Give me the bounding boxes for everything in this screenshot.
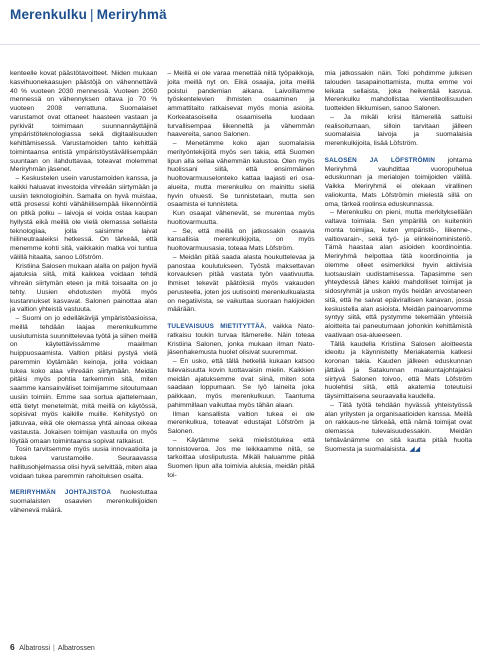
- paragraph-with-lead: [325, 157, 472, 210]
- paragraph: – Ja mikäli kriisi Itämerellä sattuisi realisoitumaan, silloin tarvitaan jälleen suomalaisia laivoja ja suomalaisia merenkulkijoita, lisää Löfström.: [324, 113, 472, 147]
- subsection-name: Meriryhmä: [96, 7, 167, 22]
- paragraph: Kun osaajat vähenevät, se murentaa myös huoltovarmuutta.: [167, 210, 315, 226]
- magazine-name: Albatrossi: [19, 645, 51, 652]
- paragraph: – Käytämme sekä mielistötukea että tonnistoveroa. Jos me leikkaamme niitä, se tarkoittaa ulosliputusta. Mikäli haluamme pitää Suomen lipun alla toimivia aluksia, meidän pitää toi-: [167, 436, 315, 479]
- paragraph-text: – Tätä työtä tehdään hyvässä yhteistyössä alan yritysten ja organisaatioiden kanssa. Meillä on rakkaus-ne tärkeää, että nämä toimijat ovat olemassa tulevaisuudessakin. Meidän tehtävänämme on sitä kautta pitää huolta Suomesta ja suomalaisista.: [324, 401, 472, 453]
- lead-in: TULEVAISUUS MIETITYTTÄÄ: [167, 323, 265, 330]
- paragraph: – Merenkulku on pieni, mutta merkityksellään valtava toimiala. Sen ympärillä on kuitenkin monta toimijaa, kuten ympäristö-, liikenne-, valtiovarain-, sekä työ- ja elinkeinoministeriö. Tämä haastaa alan asioiden koordinointia. Meriryhmä helpottaa tätä koordinointia ja olemme olleet esimerkiksi hyvin aktiivisia luotsauslain uudistamisessa. Tapasimme sen yhteydessä lähes kaikki mahdolliset toimijat ja sidosryhmät ja uskon myös heidän arvostaneen sitä, että he saivat epävirallisen kanavan, jossa keskustella alan asioista. Meidän painoarvomme syntyy siitä, että pystymme tekemään yhteisiä aloitteita tai paneutumaan johonkin kehittämistä vaativaan osa-alueeseen.: [324, 209, 472, 339]
- paragraph: Tosin tarvitsemme myös uusia innovaatioita ja tukea varustamoille. Seuraavassa hallitusohjelmassa olisi hyvä selvittää, miten alaa voidaan tukea paremmin rahoituksen osalta.: [10, 446, 158, 480]
- lead-in: SALOSEN JA LÖFSTRÖMIN: [324, 156, 436, 164]
- paragraph: Tällä kaudella Kristiina Salosen aloitteesta ideoitu ja käynnistetty Meriakatemia katkesi koronan takia. Kauden jälkeen eduskunnan jättävä ja Satakunnan maakuntajohtajaksi siirtyvä Salonen toivoo, että Mats Löfström huolehtisi siitä, että akatemia toteutuisi täysimittaisena seuraavalla kaudella.: [324, 340, 472, 400]
- paragraph: – Suomi on jo edelläkävijä ympäristöasioissa, meillä tehdään laajaa merenkulkumme uusiutumista suunnittelevaa työtä ja siihen meillä on käytettävissämme maailman huippuosaamista. Valtion pitäisi pystyä vielä paremmin löytämään keinoja, joilla voidaan tukea koko alaa vihreään siirtymään. Meidän pitäisi myös pohtia tarkemmin sitä, miten saamme kansainväliset toimijamme sitoutumaan uusiin toimiin. Emme saa sortua ajattelemaan, että tietyt menetelmät, mitä meillä on käytössä, sopisivat myös kaikille muille. Kehitystyö on jatkuvaa, eikä ole olemassa yhtä ainoaa oikeaa vastausta. Jokaisen toimijan vastuulla on myös löytää omaan toimintaansa sopivat ratkaisut.: [10, 315, 158, 445]
- paragraph-text: johtama Meriryhmä vauhdittaa vuoropuhelua eduskunnan ja merialojen toimijoiden välillä. Vaikka Meriryhmä ei olekaan virallinen valiokunta, Mats Löfströmin mielestä sillä on oma, tärkeä roolinsa eduskunnassa.: [324, 156, 472, 208]
- paragraph-text: huolestuttaa suomalaisten osaavien merenkulkijoiden vähenevä määrä.: [10, 489, 158, 514]
- paragraph-with-lead: [10, 489, 157, 515]
- paragraph: – En usko, että tällä hetkellä kukaan katsoo tulevaisuutta kovin luottavaisin mielin. Kaikkien meidän ajatuksemme ovat siinä, miten sota saadaan loppumaan. Se lyö laineita joka paikkaan, myös merenkulkuun. Taantuma pahimmillaan vaikuttaa myös tähän alaan.: [167, 358, 315, 409]
- paragraph: kenteelle kovat päästötavoitteet. Niiden mukaan kasvihuonekaasujen päästöjä on vähennettävä 40 % vuoteen 2030 mennessä. Vuoteen 2050 mennessä on vähennyksen oltava jo 70 % vuoteen 2008 verrattuna. Suomalaiset varustamot ovat ottaneet haasteen vastaan ja pyrkivät toimimaan suunnannäyttäjinä ympäristöteknologiassa sekä digitaalisuuden kehittämisessä. Varustamoiden tahto kehittää toimintaansa entistä ympäristöystävällisempään suuntaan on ilahduttavaa, toteavat molemmat Meriryhmän jäsenet.: [10, 70, 158, 174]
- paragraph-text: , vaikka Nato-ratkaisu toukin turvaa Itämerelle. Näin toteaa Kristiina Salonen, jonka mukaan ilman Nato-jäsenhakemusta huolet olisivat suuremmat.: [167, 323, 315, 357]
- paragraph: mia jatkossakin näin. Toki pohdimme julkisen talouden tasapainottamista, mutta emme voi leikata sellaista, joka heikentää kasvua. Merenkulku mahdollistaa vientiteollisuuden tuotteiden liikkumisen, sanoo Salonen.: [324, 70, 472, 112]
- paragraph: Kristiina Salosen mukaan alalla on paljon hyviä ajatuksia siitä, mitä kaikkea voidaan tehdä vihreän siirtymän eteen ja mitä toisaalta on jo tehty. Uusien ehdotusten myötä myös kustannukset kasvavat. Salonen painottaa alan ja valtion yhteistä vastuuta.: [10, 262, 158, 314]
- magazine-name-alt: Albatrossen: [57, 645, 95, 652]
- paragraph: – Meillä ei ole varaa menettää niitä työpaikkoja, joita meillä nyt on. Eikä osaajia, joita meillä poistui pandemian aikana. Laivoillamme työskentelevien ihmisten osaaminen ja ammattitaito ratkaisevat myös monia asioita. Korkeatasoisella osaamisella luodaan turvallisempaa liikennettä ja vähemmän haavereita, sanoo Salonen.: [167, 70, 315, 139]
- paragraph: – Keskustelen usein varustamoiden kanssa, ja kaikki haluavat investoida vihreään siirtymään ja uusiin teknologioihin. Samalla on hyvä muistaa, että prosessi kohti vähähiilisempää liikennöintiä on pitkä polku – laivoja ei voida ostaa kaupan hyllystä eikä meillä ole vielä olemassa sellaista teknologiaa, jolla saisimme laivat hiilineutraaleiksi hetkessä. On tärkeää, että menemme kohti sitä, vaikkakin matka voi tuntua välillä hitaalta, sanoo Löfström.: [10, 175, 158, 261]
- paragraph: – Meidän pitää saada alasta houkuttelevaa ja panostaa koulutukseen. Työstä maksettavan korvauksen pitää vastata työn vaativuutta. Ihmiset tekevät päätöksiä myös vakauden perusteella, joten jos uutisointi merenkulkualasta on negatiivista, se vaikuttaa suoraan hakijoiden määrään.: [167, 253, 315, 314]
- section-heading: [10, 7, 167, 22]
- article-body: [10, 70, 472, 630]
- section-separator: |: [90, 7, 94, 22]
- paragraph-with-end-mark: [325, 402, 472, 455]
- paragraph: – Menetämme koko ajan suomalaisia merityöntekijöitä myös sen takia, että Suomen lipun alla sellaa vähemmän kalustoa. Olen myös huolissani siitä, että ensimmäinen huoltovarmuuselonteko kattaa laajasti eri osa-alueita, mutta merenkulku on mainittu siellä hyvin ohuesti. Se tunnistetaan, mutta sen osaamista ei tunnisteta.: [167, 140, 315, 209]
- lead-in: MERIRYHMÄN JOHTAJISTOA: [10, 489, 112, 497]
- footer-separator: |: [53, 645, 55, 652]
- page-number: 6: [10, 642, 15, 652]
- paragraph: – Se, että meillä on jatkossakin osaavia kansallisia merenkulkijoita, on myös huoltovarmuusasia, toteaa Mats Löfström.: [167, 227, 315, 252]
- page-header: [0, 0, 480, 45]
- section-name: Merenkulku: [10, 7, 88, 22]
- column-1: [10, 70, 157, 630]
- paragraph-with-lead: [167, 323, 314, 358]
- page-footer: [10, 642, 95, 656]
- column-2: [167, 70, 314, 630]
- column-3: [325, 70, 472, 630]
- article-end-mark-icon: ◢◢: [409, 445, 421, 453]
- paragraph: Ilman kansallista valtion tukea ei ole merenkulkua, toteavat edustajat Löfström ja Salonen.: [167, 410, 315, 435]
